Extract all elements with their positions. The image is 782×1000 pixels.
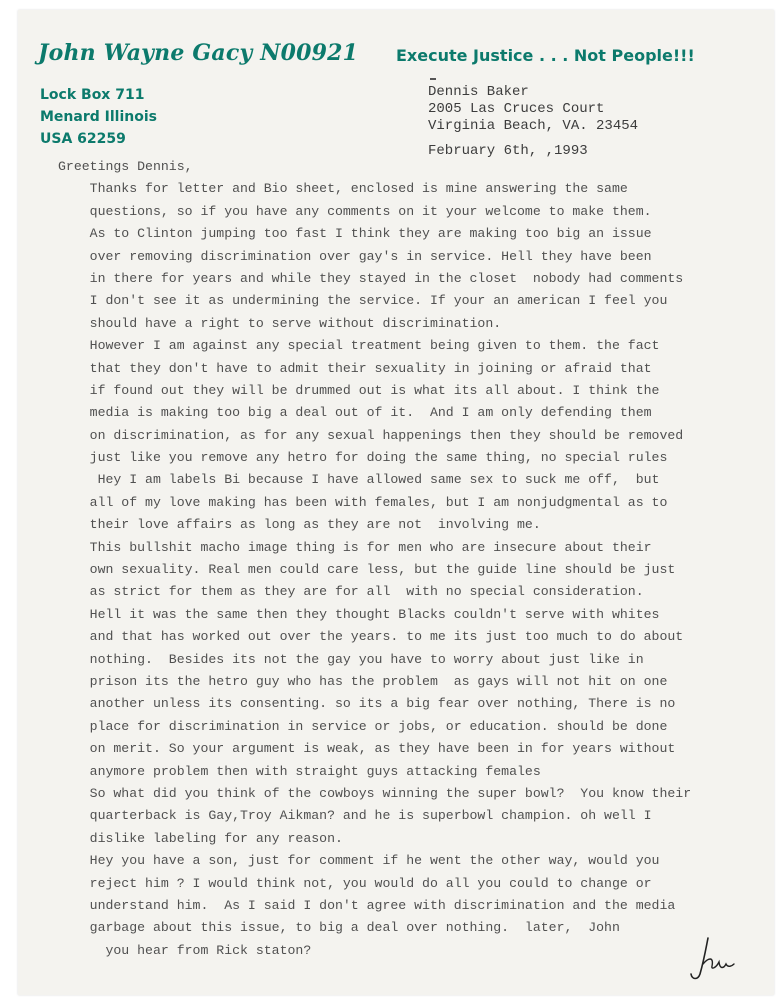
body-line: that they don't have to admit their sexuality in joining or afraid that <box>58 360 652 376</box>
body-line: Thanks for letter and Bio sheet, enclosed is mine answering the same <box>58 181 628 197</box>
body-line: you hear from Rick staton? <box>58 942 312 958</box>
body-line: questions, so if you have any comments on it your welcome to make them. <box>58 203 652 219</box>
letter-date: February 6th, ,1993 <box>428 143 588 159</box>
address-line: USA 62259 <box>40 131 126 147</box>
body-line: Greetings Dennis, <box>58 159 193 174</box>
body-line: over removing discrimination over gay's in service. Hell they have been <box>58 248 652 264</box>
body-line: own sexuality. Real men could care less, but the guide line should be just <box>58 562 676 578</box>
body-line: and that has worked out over the years. to me its just too much to do about <box>58 629 684 645</box>
body-line: on merit. So your argument is weak, as they have been in for years without <box>58 741 676 757</box>
address-line: Menard Illinois <box>40 109 157 125</box>
recipient-city: Virginia Beach, VA. 23454 <box>428 118 639 134</box>
body-line: their love affairs as long as they are not involving me. <box>58 517 541 533</box>
body-line: nothing. Besides its not the gay you have to worry about just like in <box>58 651 644 667</box>
body-line: Hell it was the same then they thought Blacks couldn't serve with whites <box>58 606 660 622</box>
body-line: dislike labeling for any reason. <box>58 830 343 846</box>
body-line: prison its the hetro guy who has the problem as gays will not hit on one <box>58 673 668 689</box>
letter-body <box>58 156 770 962</box>
body-line: As to Clinton jumping too fast I think they are making too big an issue <box>58 226 652 242</box>
body-line: Hey you have a son, just for comment if he went the other way, would you <box>58 853 660 869</box>
body-line: reject him ? I would think not, you would do all you could to change or <box>58 875 652 891</box>
typed-mark <box>430 78 436 80</box>
address-line: Lock Box 711 <box>40 87 145 103</box>
letterhead-name: John Wayne Gacy N00921 <box>38 40 359 66</box>
letter-page <box>18 10 774 995</box>
body-line: Hey I am labels Bi because I have allowed same sex to suck me off, but <box>58 472 660 488</box>
letterhead-slogan: Execute Justice . . . Not People!!! <box>396 46 695 65</box>
body-line: just like you remove any hetro for doing the same thing, no special rules <box>58 450 668 466</box>
body-line: However I am against any special treatment being given to them. the fact <box>58 338 660 354</box>
body-line: I don't see it as undermining the service. If your an american I feel you <box>58 293 668 309</box>
letterhead-address <box>40 84 157 150</box>
body-line: So what did you think of the cowboys winning the super bowl? You know their <box>58 785 692 801</box>
body-line: garbage about this issue, to big a deal over nothing. later, John <box>58 920 620 936</box>
body-line: quarterback is Gay,Troy Aikman? and he is superbowl champion. oh well I <box>58 808 652 824</box>
body-line: another unless its consenting. so its a big fear over nothing, There is no <box>58 696 676 712</box>
body-line: as strict for them as they are for all with no special consideration. <box>58 584 644 600</box>
body-line: This bullshit macho image thing is for men who are insecure about their <box>58 539 652 555</box>
body-line: all of my love making has been with females, but I am nonjudgmental as to <box>58 494 668 510</box>
recipient-name: Dennis Baker <box>428 84 529 100</box>
body-line: if found out they will be drummed out is what its all about. I think the <box>58 382 660 398</box>
body-line: anymore problem then with straight guys attacking females <box>58 763 541 779</box>
body-line: on discrimination, as for any sexual happenings then they should be removed <box>58 427 684 443</box>
body-line: should have a right to serve without discrimination. <box>58 315 502 331</box>
body-line: understand him. As I said I don't agree with discrimination and the media <box>58 897 676 913</box>
body-line: place for discrimination in service or jobs, or education. should be done <box>58 718 668 734</box>
handwritten-signature <box>686 934 736 984</box>
recipient-street: 2005 Las Cruces Court <box>428 101 605 117</box>
recipient-block <box>428 84 638 160</box>
body-line: media is making too big a deal out of it. And I am only defending them <box>58 405 652 421</box>
body-line: in there for years and while they stayed in the closet nobody had comments <box>58 270 684 286</box>
